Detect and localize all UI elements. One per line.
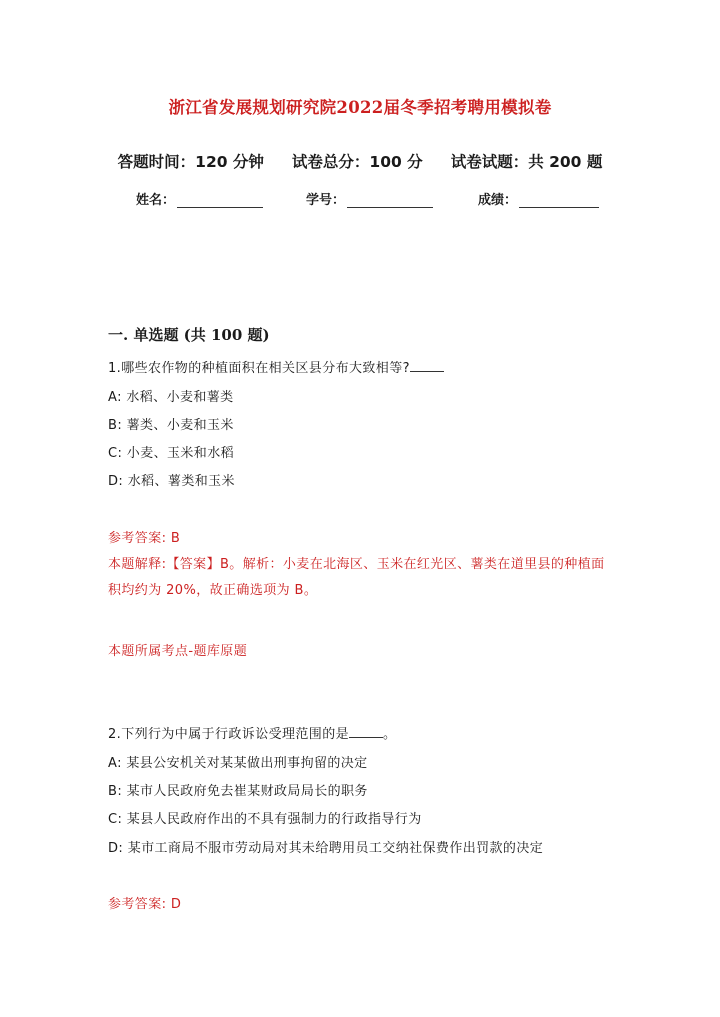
page-title: 浙江省发展规划研究院2022届冬季招考聘用模拟卷 [168,98,552,117]
name-blank [177,193,263,208]
exam-time: 答题时间：120 分钟 [117,153,264,171]
question-2-option-c: C: 某县人民政府作出的不具有强制力的行政指导行为 [108,812,422,827]
question-2-option-b: B: 某市人民政府免去崔某财政局局长的职务 [108,784,368,799]
question-1-explanation: 本题解释:【答案】B。解析：小麦在北海区、玉米在红光区、薯类在道里县的种植面积均约为 20%，故正确选项为 B。 [108,557,605,598]
answer-blank [410,360,444,372]
student-id-label: 学号： [306,193,346,208]
question-1-option-d: D: 水稻、薯类和玉米 [108,474,235,489]
exam-question-count: 试卷试题：共 200 题 [450,153,603,171]
question-1-option-a: A: 水稻、小麦和薯类 [108,390,234,405]
exam-meta [0,150,720,172]
question-2-option-d: D: 某市工商局不服市劳动局对其未给聘用员工交纳社保费作出罚款的决定 [108,841,544,856]
grade-label: 成绩： [478,193,518,208]
student-id-field [306,189,433,208]
question-2 [108,723,396,742]
question-1-option-c: C: 小麦、玉米和水稻 [108,446,234,461]
name-label: 姓名： [136,193,176,208]
student-id-blank [347,193,433,208]
answer-blank [349,726,383,738]
question-2-option-a: A: 某县公安机关对某某做出刑事拘留的决定 [108,756,368,771]
question-1-option-b: B: 薯类、小麦和玉米 [108,418,234,433]
exam-total-score: 试卷总分：100 分 [291,153,423,171]
question-1 [108,357,444,376]
section-heading: 一. 单选题 (共 100 题) [108,326,270,344]
question-2-answer: 参考答案: D [108,897,182,912]
question-1-text: 1.哪些农作物的种植面积在相关区县分布大致相等? [108,361,410,376]
grade-field [478,189,599,208]
name-field [136,189,263,208]
question-1-topic: 本题所属考点-题库原题 [108,644,248,659]
grade-blank [519,193,599,208]
question-2-suffix: 。 [383,727,397,742]
question-1-answer: 参考答案: B [108,531,181,546]
question-2-text: 2.下列行为中属于行政诉讼受理范围的是 [108,727,350,742]
